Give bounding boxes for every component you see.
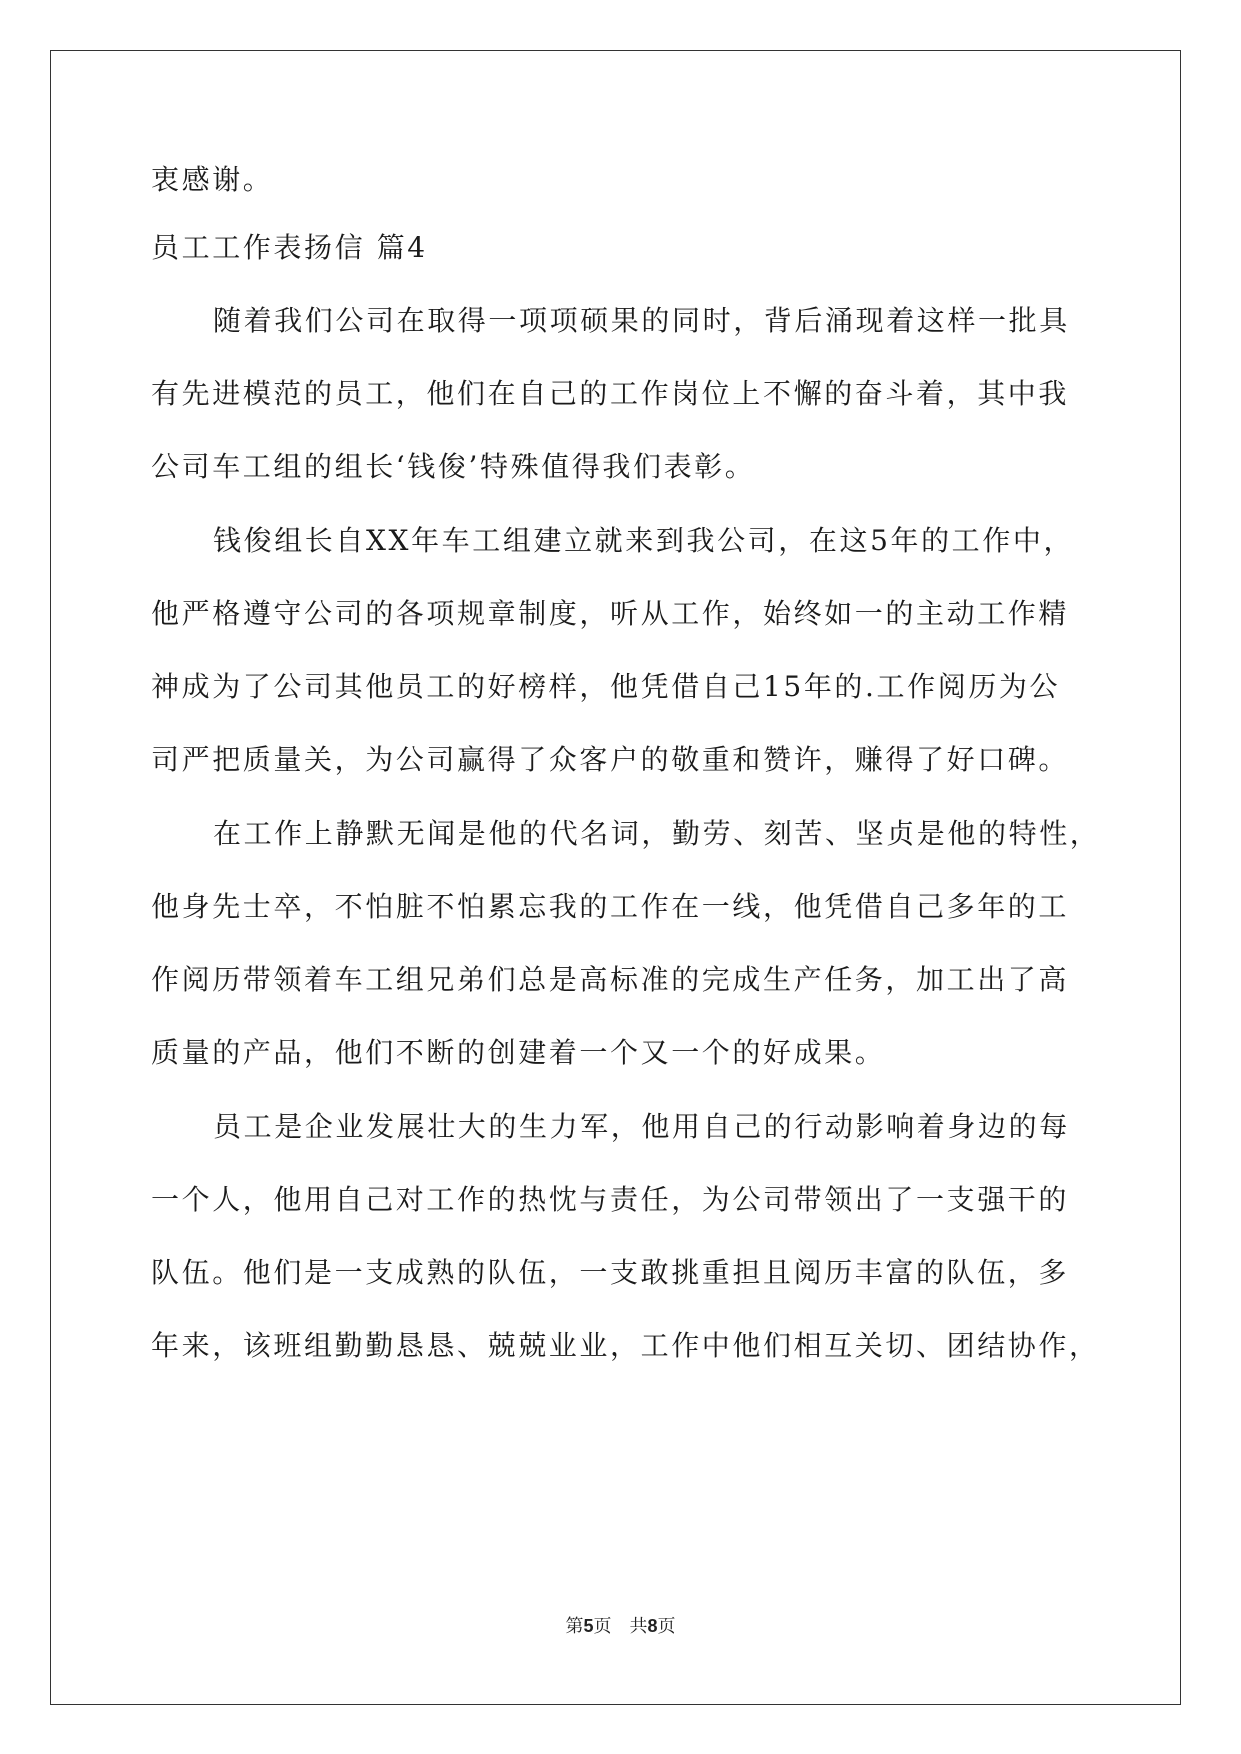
- text-line: 有先进模范的员工，他们在自己的工作岗位上不懈的奋斗着，其中我: [151, 377, 1070, 410]
- page-prefix: 第: [565, 1616, 584, 1637]
- text-line: 随着我们公司在取得一项项硕果的同时，背后涌现着这样一批具: [213, 304, 1070, 337]
- text-line: 钱俊组长自XX年车工组建立就来到我公司，在这5年的工作中，: [213, 524, 1075, 557]
- text-line: 司严把质量关，为公司赢得了众客户的敬重和赞许，赚得了好口碑。: [151, 743, 1070, 776]
- page-total: 8: [647, 1616, 658, 1636]
- text-line: 年来，该班组勤勤恳恳、兢兢业业，工作中他们相互关切、团结协作，: [151, 1329, 1100, 1362]
- text-line: 作阅历带领着车工组兄弟们总是高标准的完成生产任务，加工出了高: [151, 963, 1070, 996]
- text-line: 员工是企业发展壮大的生力军，他用自己的行动影响着身边的每: [213, 1110, 1070, 1143]
- text-line: 质量的产品，他们不断的创建着一个又一个的好成果。: [151, 1036, 886, 1069]
- section-heading: 员工工作表扬信 篇4: [151, 231, 428, 264]
- text-line: 公司车工组的组长‘钱俊’特殊值得我们表彰。: [151, 450, 756, 483]
- page-suffix: 页: [657, 1616, 676, 1637]
- page-mid: 页 共: [593, 1616, 648, 1637]
- page-current: 5: [583, 1616, 594, 1636]
- page-footer: [0, 1612, 1241, 1638]
- text-line: 在工作上静默无闻是他的代名词，勤劳、刻苦、坚贞是他的特性，: [213, 817, 1101, 850]
- page-border: [50, 50, 1181, 1705]
- text-line: 神成为了公司其他员工的好榜样，他凭借自己15年的.工作阅历为公: [151, 670, 1061, 703]
- text-line: 一个人，他用自己对工作的热忱与责任，为公司带领出了一支强干的: [151, 1183, 1070, 1216]
- text-line: 他身先士卒，不怕脏不怕累忘我的工作在一线，他凭借自己多年的工: [151, 890, 1070, 923]
- text-line: 队伍。他们是一支成熟的队伍，一支敢挑重担且阅历丰富的队伍，多: [151, 1256, 1070, 1289]
- text-line: 衷感谢。: [151, 163, 274, 196]
- text-line: 他严格遵守公司的各项规章制度，听从工作，始终如一的主动工作精: [151, 597, 1070, 630]
